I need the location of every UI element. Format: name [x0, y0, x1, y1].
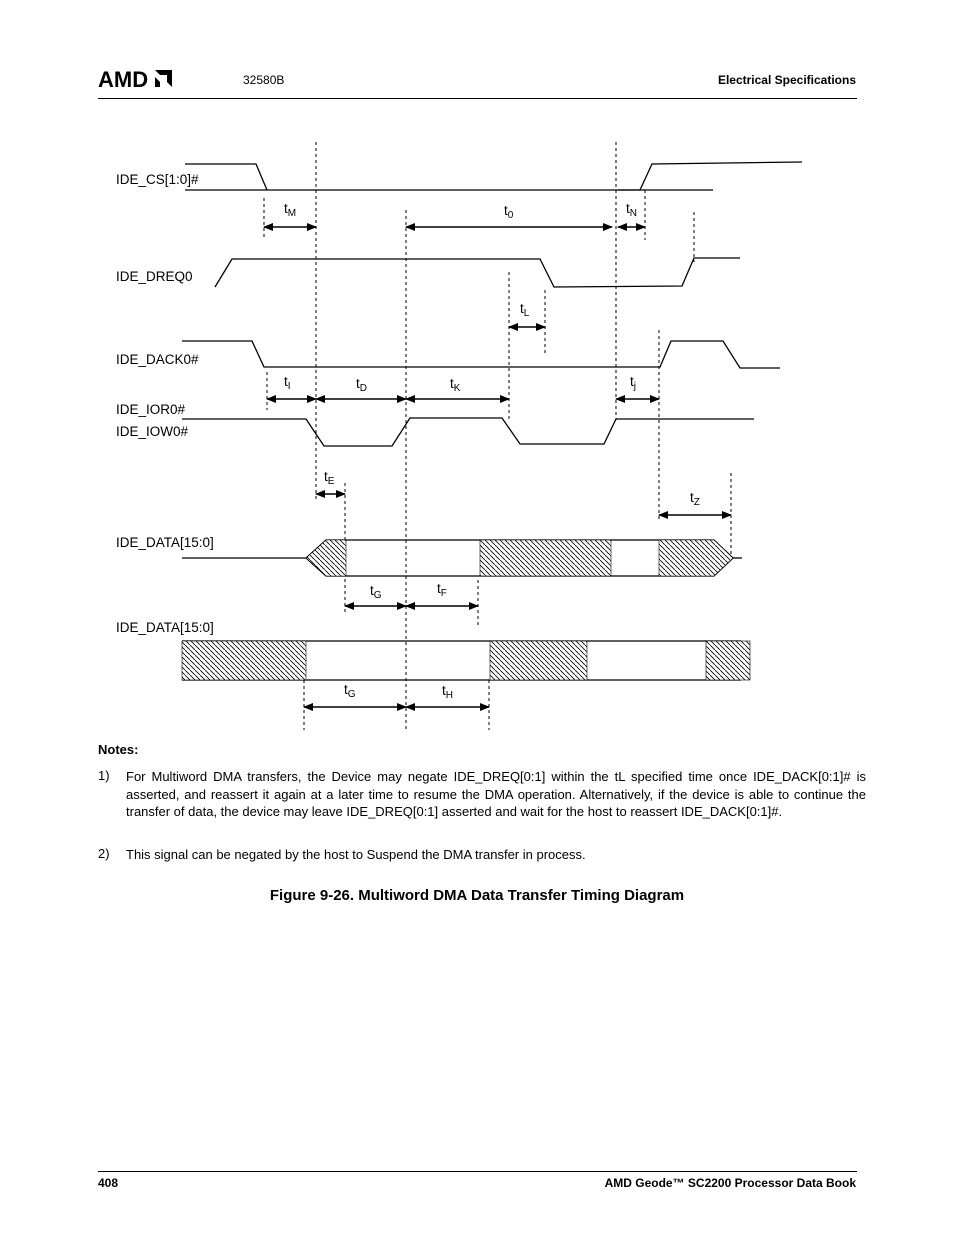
- timing-label-te: $t_E$: [324, 469, 335, 487]
- waveform-data-read: [182, 540, 742, 576]
- page-number: 408: [98, 1176, 119, 1190]
- note-number: 1): [98, 768, 110, 783]
- waveforms: [182, 162, 802, 680]
- section-title: Electrical Specifications: [717, 73, 856, 87]
- figure-caption: Figure 9-26. Multiword DMA Data Transfer Timing Diagram: [269, 887, 685, 904]
- note-number: 2): [98, 846, 110, 861]
- signal-label-ior: IDE_IOR0#: [116, 402, 186, 417]
- footer-divider: [98, 1171, 857, 1172]
- signal-label-dreq: IDE_DREQ0: [116, 269, 193, 284]
- timing-label-tk: $t_K$: [450, 376, 461, 394]
- signal-label-iow: IDE_IOW0#: [116, 424, 189, 439]
- book-title: AMD Geode™ SC2200 Processor Data Book: [604, 1176, 856, 1190]
- timing-label-tj: $t_j$: [630, 374, 636, 392]
- waveform-ior-iow: [182, 418, 754, 446]
- waveform-dack: [182, 341, 780, 368]
- doc-number: 32580B: [243, 73, 285, 87]
- note-text: For Multiword DMA transfers, the Device may negate IDE_DREQ[0:1] within the tL specified time once IDE_DACK[0:1]# is asserted, and reassert it again at a later time to resume the DMA operation. Alternatively, if the device is able to continue the transfer of data, the device may leave IDE_DREQ[0:1] asserted and wait for the host to reassert IDE_DACK[0:1]#.: [126, 769, 866, 820]
- signal-label-dack: IDE_DACK0#: [116, 352, 199, 367]
- waveform-cs: [185, 162, 802, 190]
- timing-label-tg2: $t_G$: [344, 682, 356, 700]
- timing-label-td: $t_D$: [356, 376, 367, 394]
- timing-label-t0: $t_0$: [504, 203, 514, 221]
- hatched-regions: [182, 540, 750, 680]
- timing-label-tz: $t_Z$: [690, 490, 700, 508]
- timing-label-ti: $t_I$: [284, 374, 291, 392]
- timing-label-th: $t_H$: [442, 683, 453, 701]
- timing-label-tl: $t_L$: [520, 301, 530, 319]
- notes-title: Notes:: [98, 742, 139, 757]
- timing-label-tm: $t_M$: [284, 201, 297, 219]
- timing-label-tg1: $t_G$: [370, 583, 382, 601]
- timing-label-tf: $t_F$: [437, 581, 447, 599]
- signal-label-cs: IDE_CS[1:0]#: [116, 172, 199, 187]
- logo-text: AMD: [98, 68, 149, 90]
- signal-label-data-read: IDE_DATA[15:0]: [116, 535, 214, 550]
- note-text: This signal can be negated by the host to Suspend the DMA transfer in process.: [126, 847, 586, 862]
- timing-label-tn: $t_N$: [626, 201, 637, 219]
- waveform-dreq: [215, 258, 740, 287]
- signal-label-data-write: IDE_DATA[15:0]: [116, 620, 214, 635]
- timing-arrows: [264, 227, 731, 707]
